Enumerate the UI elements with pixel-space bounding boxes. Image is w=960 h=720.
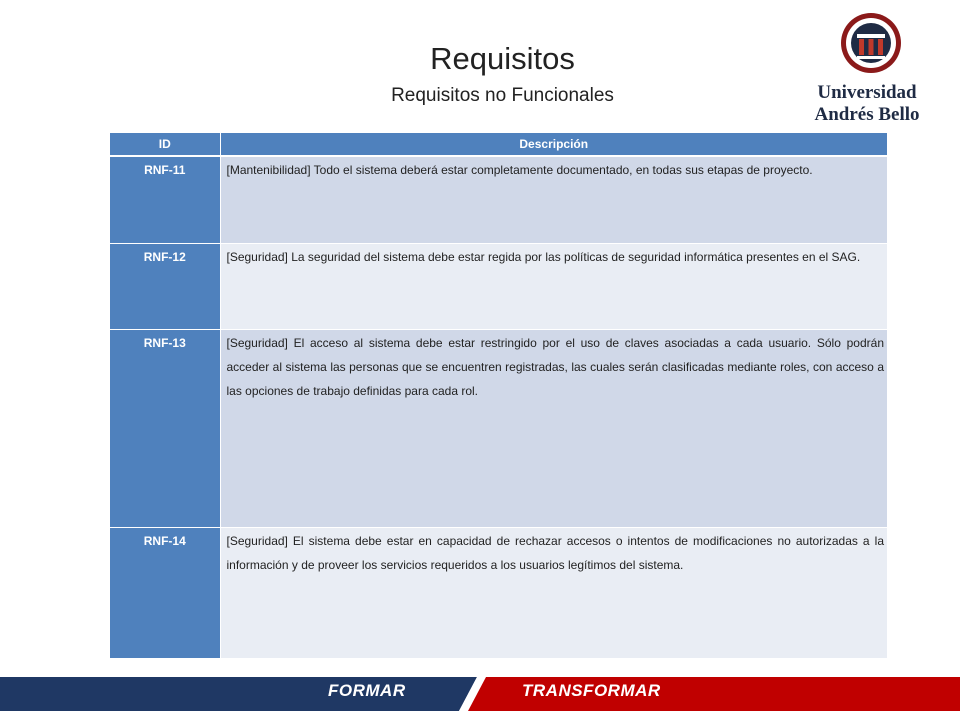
footer-text-formar: FORMAR [328, 681, 406, 700]
footer-stripes [0, 677, 960, 711]
logo-text-line2: Andrés Bello [814, 104, 920, 125]
requirement-id: RNF-12 [110, 243, 220, 329]
table-row [110, 156, 887, 243]
university-emblem-icon [840, 10, 902, 76]
table-row [110, 527, 887, 658]
requirement-description: [Seguridad] El sistema debe estar en capacidad de rechazar accesos o intentos de modificaciones no autorizadas a la información y de proveer los servicios requeridos a los usuarios legítimos del sistema. [220, 527, 887, 658]
header-description: Descripción [220, 133, 887, 156]
university-logo [806, 10, 926, 125]
logo-text-line1: Universidad [817, 82, 917, 103]
table-row [110, 243, 887, 329]
requirement-id: RNF-13 [110, 329, 220, 527]
requirement-description: [Seguridad] El acceso al sistema debe estar restringido por el uso de claves asociadas a cada usuario. Sólo podrán acceder al sistema las personas que se encuentren registradas, las cuales serán clasificadas mediante roles, con acceso a las opciones de trabajo definidas para cada rol. [220, 329, 887, 527]
requirement-description: [Seguridad] La seguridad del sistema debe estar regida por las políticas de seguridad informática presentes en el SAG. [220, 243, 887, 329]
slide-title: Requisitos [430, 41, 575, 76]
requirements-table [110, 133, 887, 659]
footer-text-transformar: TRANSFORMAR [522, 681, 661, 700]
table-header-row [110, 133, 887, 156]
requirement-id: RNF-11 [110, 156, 220, 243]
slide-subtitle: Requisitos no Funcionales [391, 85, 614, 106]
table-row [110, 329, 887, 527]
header-id: ID [110, 133, 220, 156]
requirement-description: [Mantenibilidad] Todo el sistema deberá estar completamente documentado, en todas sus etapas de proyecto. [220, 156, 887, 243]
footer-banner [0, 677, 960, 711]
requirement-id: RNF-14 [110, 527, 220, 658]
